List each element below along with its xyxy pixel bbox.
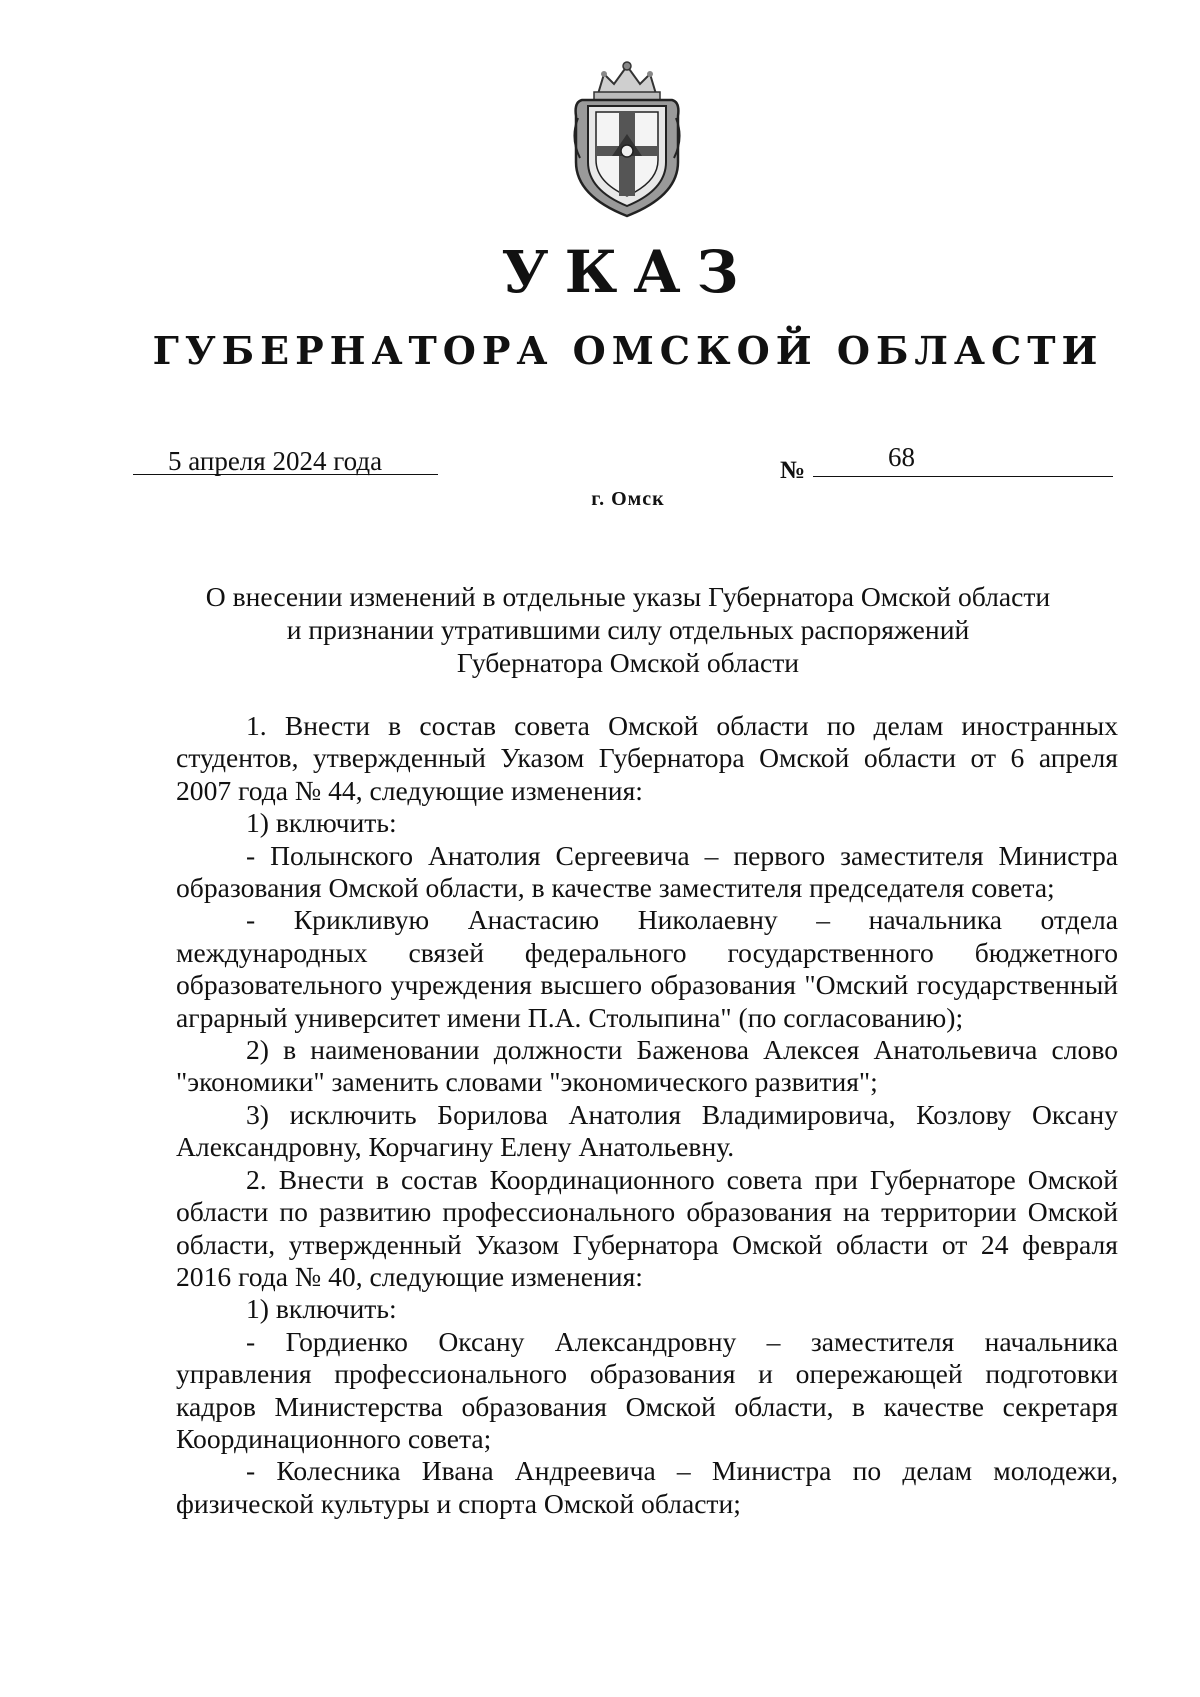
- body-paragraph: 1) включить:: [246, 807, 397, 839]
- body-paragraph: 2. Внести в состав Координационного совета при Губернаторе Омской области по развитию профессионального образования на территории Омской области, утвержденный Указом Губернатора Омской области от 24 февраля 2016 года № 40, следующие изменения:: [176, 1163, 1118, 1292]
- document-title: УКАЗ: [501, 238, 755, 306]
- body-paragraph: - Гордиенко Оксану Александровну – заместителя начальника управления профессионального образования и опережающей подготовки кадров Министерства образования Омской области, в качестве секретаря Координационного совета;: [176, 1325, 1118, 1454]
- document-city: г. Омск: [591, 488, 665, 510]
- date-underline: [133, 474, 438, 475]
- document-subject: [150, 580, 1106, 679]
- subject-line: О внесении изменений в отдельные указы Губернатора Омской области: [205, 581, 1051, 612]
- body-paragraph: 2) в наименовании должности Баженова Алексея Анатольевича слово "экономики" заменить словами "экономического развития";: [176, 1034, 1118, 1098]
- document-number: 68: [888, 442, 915, 472]
- body-paragraph: 3) исключить Борилова Анатолия Владимировича, Козлову Оксану Александровну, Корчагину Елену Анатольевну.: [176, 1098, 1118, 1163]
- body-paragraph: 1. Внести в состав совета Омской области по делам иностранных студентов, утвержденный Указом Губернатора Омской области от 6 апреля 2007 года № 44, следующие изменения:: [176, 710, 1118, 806]
- subject-line: Губернатора Омской области: [456, 647, 800, 678]
- document-body: [176, 710, 1118, 1520]
- coat-of-arms-icon: [568, 58, 686, 220]
- number-underline: [813, 476, 1113, 477]
- body-paragraph: 1) включить:: [246, 1293, 397, 1325]
- body-paragraph: - Колесника Ивана Андреевича – Министра по делам молодежи, физической культуры и спорта Омской области;: [176, 1455, 1118, 1519]
- document-subtitle: ГУБЕРНАТОРА ОМСКОЙ ОБЛАСТИ: [152, 328, 1104, 373]
- number-sign: №: [780, 457, 806, 484]
- body-paragraph: - Полынского Анатолия Сергеевича – первого заместителя Министра образования Омской области, в качестве заместителя председателя совета;: [176, 839, 1118, 904]
- subject-line: и признании утратившими силу отдельных распоряжений: [286, 614, 970, 645]
- document-date: 5 апреля 2024 года: [168, 446, 383, 476]
- body-paragraph: - Крикливую Анастасию Николаевну – начальника отдела международных связей федерального государственного бюджетного образовательного учреждения высшего образования "Омский государственный аграрный университет имени П.А. Столыпина" (по согласованию);: [176, 904, 1118, 1033]
